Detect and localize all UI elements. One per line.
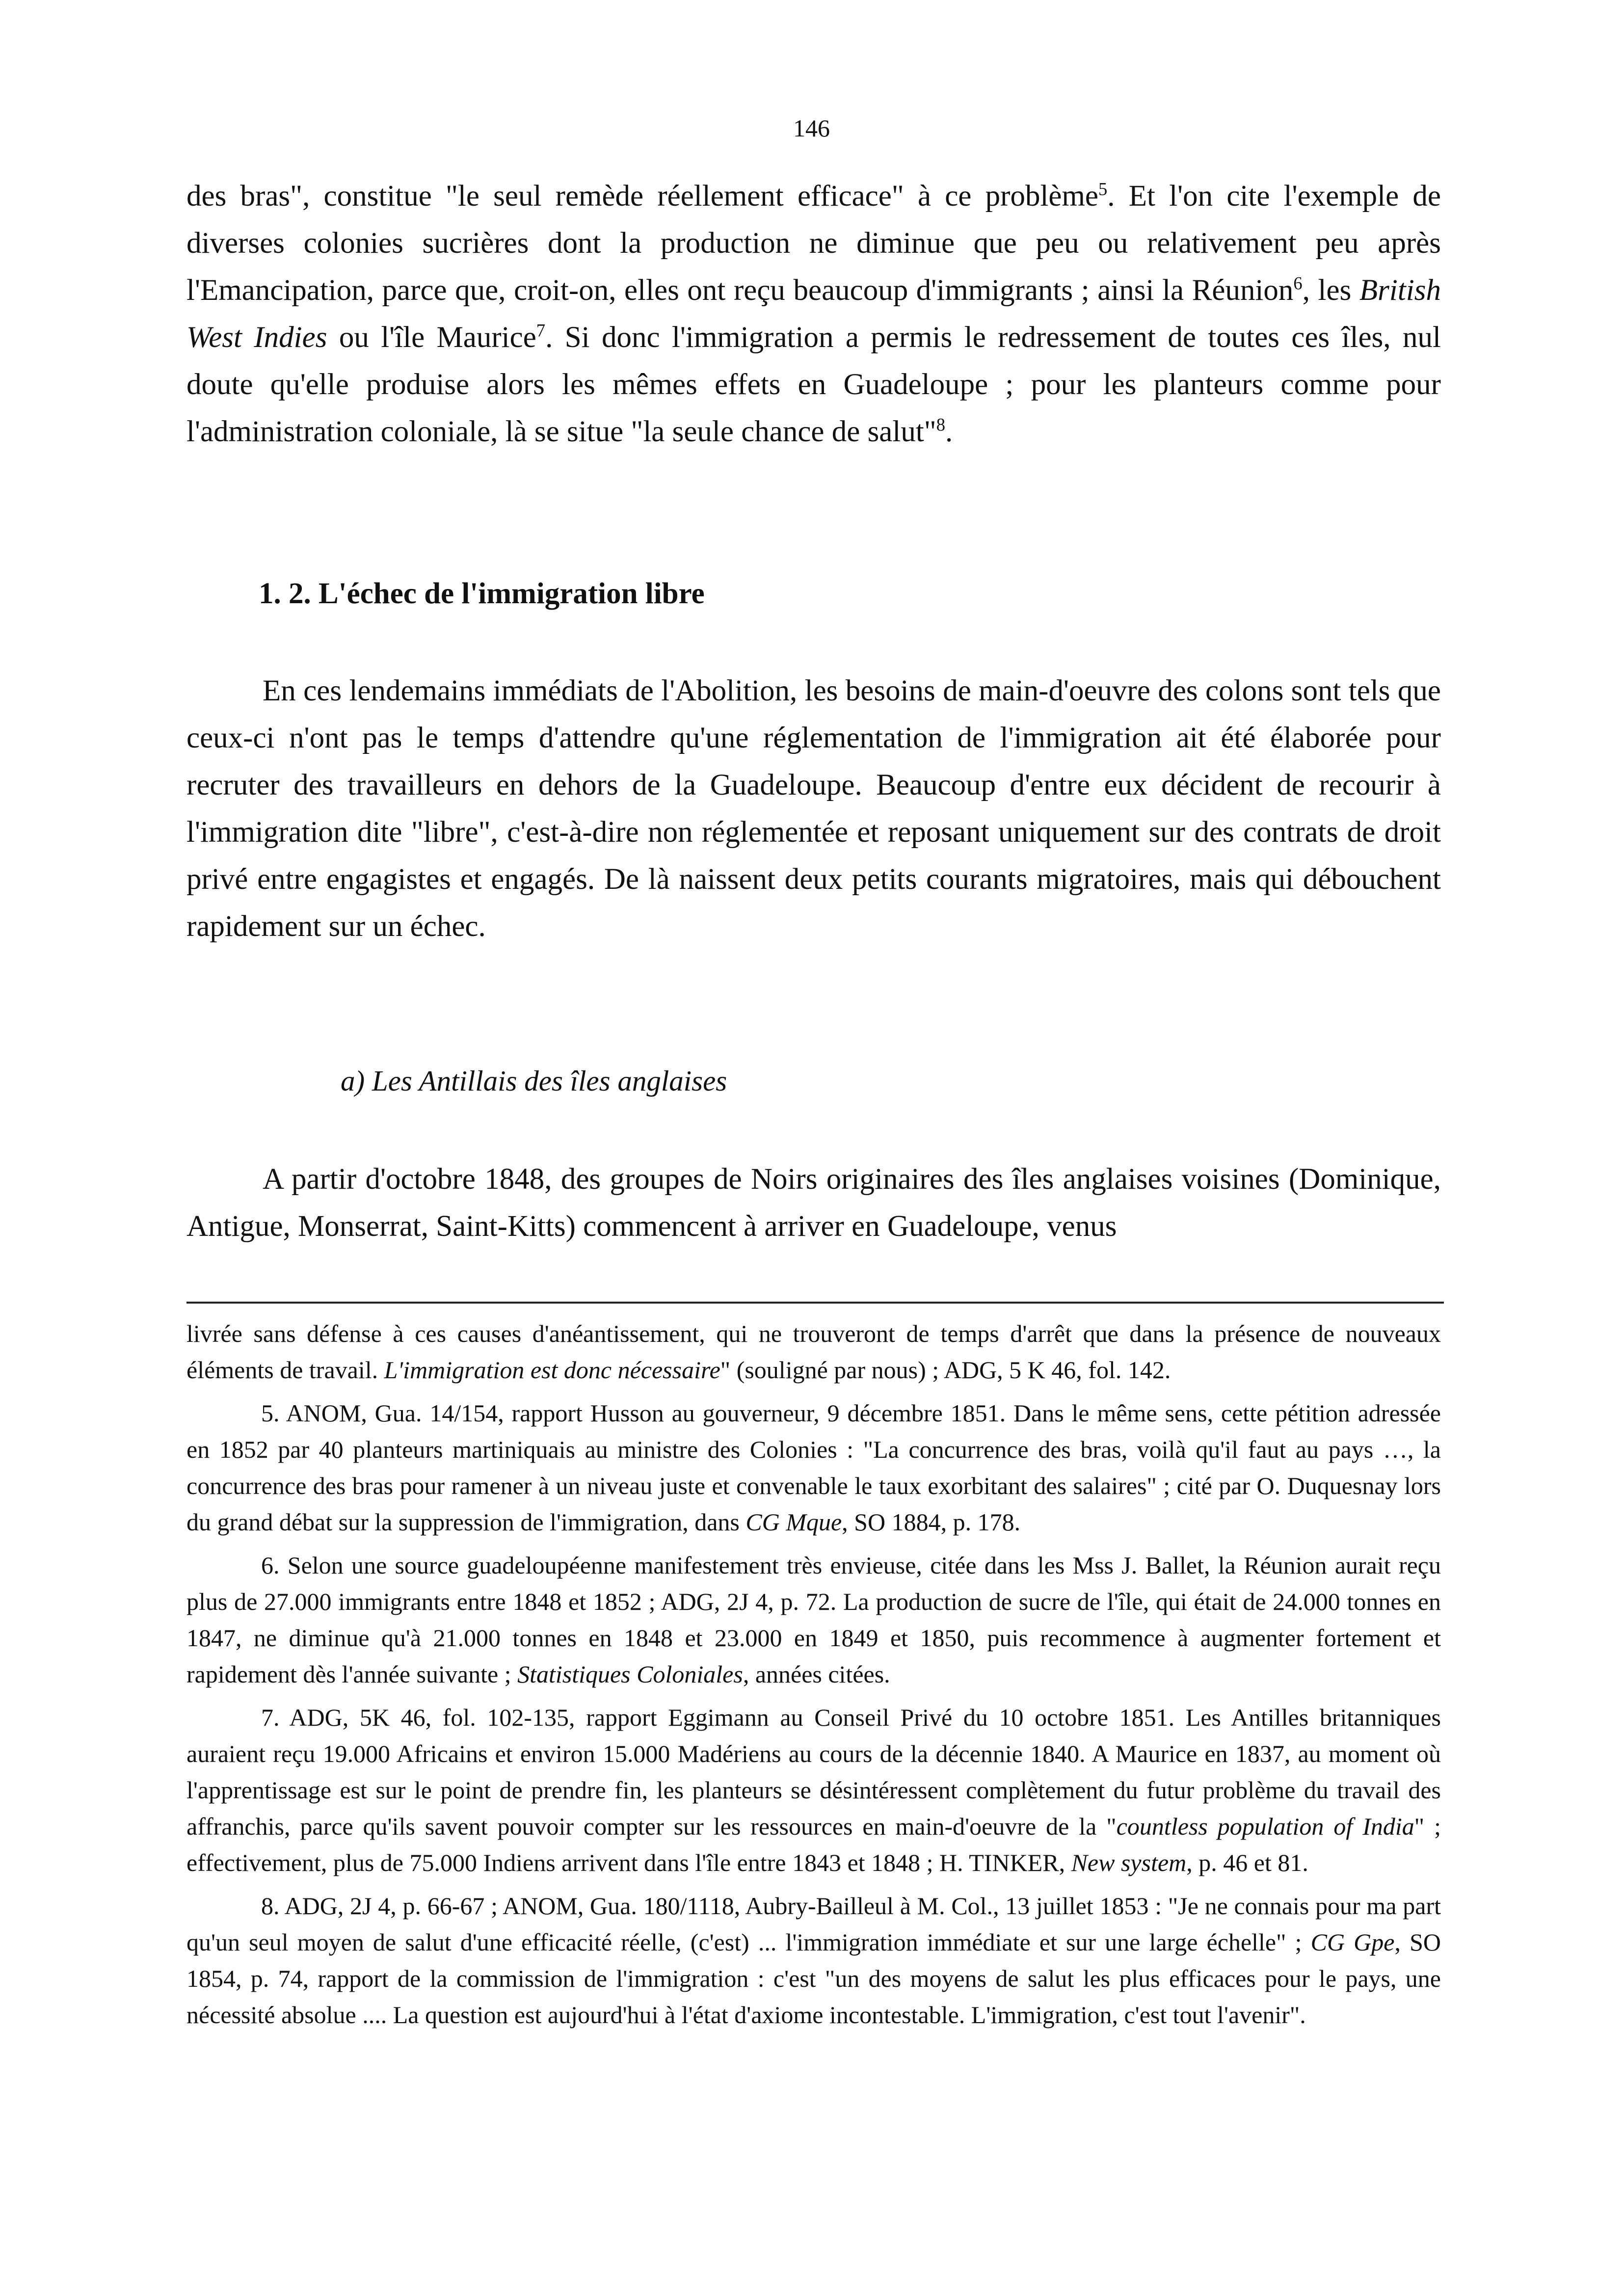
footnote-ref-7: 7	[536, 320, 546, 341]
footnote-ref-8: 8	[936, 414, 945, 435]
section-heading: 1. 2. L'échec de l'immigration libre	[259, 577, 705, 610]
body-paragraph-2: En ces lendemains immédiats de l'Abolition, les besoins de main-d'oeuvre des colons sont tels que ceux-ci n'ont pas le temps d'attendre qu'une réglementation de l'immigration ait été élaborée pour recruter des travailleurs en dehors de la Guadeloupe. Beaucoup d'entre eux décident de recourir à l'immigration dite "libre", c'est-à-dire non réglementée et reposant uniquement sur des contrats de droit privé entre engagistes et engagés. De là naissent deux petits courants migratoires, mais qui débouchent rapidement sur un échec.	[186, 674, 1441, 943]
intro-paragraph: des bras", constitue "le seul remède réellement efficace" à ce problème$^5$. Et l'on cite l'exemple de diverses colonies sucrières dont la production ne diminue que peu ou relativement peu après l'Emancipation, parce que, croit-on, elles ont reçu beaucoup d'immigrants ; ainsi la Réunion$^6$, les British West Indies ou l'île Maurice$^7$. Si donc l'immigration a permis le redressement de toutes ces îles, nul doute qu'elle produise alors les mêmes effets en Guadeloupe ; pour les planteurs comme pour l'administration coloniale, là se situe "la seule chance de salut"$^8$.	[186, 179, 1441, 448]
page-number: 146	[793, 114, 830, 142]
footnote-8: 8. ADG, 2J 4, p. 66-67 ; ANOM, Gua. 180/1118, Aubry-Bailleul à M. Col., 13 juillet 1853 : "Je ne connais pour ma part qu'un seul moyen de salut d'une efficacité réelle, (c'est) ... l'immigration immédiate et sur une large échelle" ; CG Gpe, SO 1854, p. 74, rapport de la commission de l'immigration : c'est "un des moyens de salut les plus efficaces pour le pays, une nécessité absolue .... La question est aujourd'hui à l'état d'axiome incontestable. L'immigration, c'est tout l'avenir".	[186, 1892, 1441, 2029]
footnote-7: 7. ADG, 5K 46, fol. 102-135, rapport Eggimann au Conseil Privé du 10 octobre 1851. Les Antilles britanniques auraient reçu 19.000 Africains et environ 15.000 Madériens au cours de la décennie 1840. A Maurice en 1837, au moment où l'apprentissage est sur le point de prendre fin, les planteurs se désintéressent complètement du futur problème du travail des affranchis, parce qu'ils savent pouvoir compter sur les ressources en main-d'oeuvre de la "countless population of India" ; effectivement, plus de 75.000 Indiens arrivent dans l'île entre 1843 et 1848 ; H. TINKER, New system, p. 46 et 81.	[186, 1704, 1441, 1876]
subsection-heading: a) Les Antillais des îles anglaises	[341, 1065, 727, 1097]
footnote-separator	[186, 1302, 1444, 1304]
footnote-ref-5: 5	[1098, 179, 1108, 199]
footnote-6: 6. Selon une source guadeloupéenne manifestement très envieuse, citée dans les Mss J. Ballet, la Réunion aurait reçu plus de 27.000 immigrants entre 1848 et 1852 ; ADG, 2J 4, p. 72. La production de sucre de l'île, qui était de 24.000 tonnes en 1847, ne diminue qu'à 21.000 tonnes en 1848 et 23.000 en 1849 et 1850, puis recommence à augmenter fortement et rapidement dès l'année suivante ; Statistiques Coloniales, années citées.	[186, 1551, 1441, 1688]
footnotes	[186, 1315, 1441, 2040]
footnote-ref-6: 6	[1293, 273, 1303, 294]
footnote-continuation: livrée sans défense à ces causes d'anéantissement, qui ne trouveront de temps d'arrêt que dans la présence de nouveaux éléments de travail. L'immigration est donc nécessaire" (souligné par nous) ; ADG, 5 K 46, fol. 142.	[186, 1320, 1441, 1384]
footnote-5: 5. ANOM, Gua. 14/154, rapport Husson au gouverneur, 9 décembre 1851. Dans le même sens, cette pétition adressée en 1852 par 40 planteurs martiniquais au ministre des Colonies : "La concurrence des bras, voilà qu'il faut au pays …, la concurrence des bras pour ramener à un niveau juste et convenable le taux exorbitant des salaires" ; cité par O. Duquesnay lors du grand débat sur la suppression de l'immigration, dans CG Mque, SO 1884, p. 178.	[186, 1399, 1441, 1536]
body-paragraph-3: A partir d'octobre 1848, des groupes de Noirs originaires des îles anglaises voisines (Dominique, Antigue, Monserrat, Saint-Kitts) commencent à arriver en Guadeloupe, venus	[186, 1163, 1441, 1243]
